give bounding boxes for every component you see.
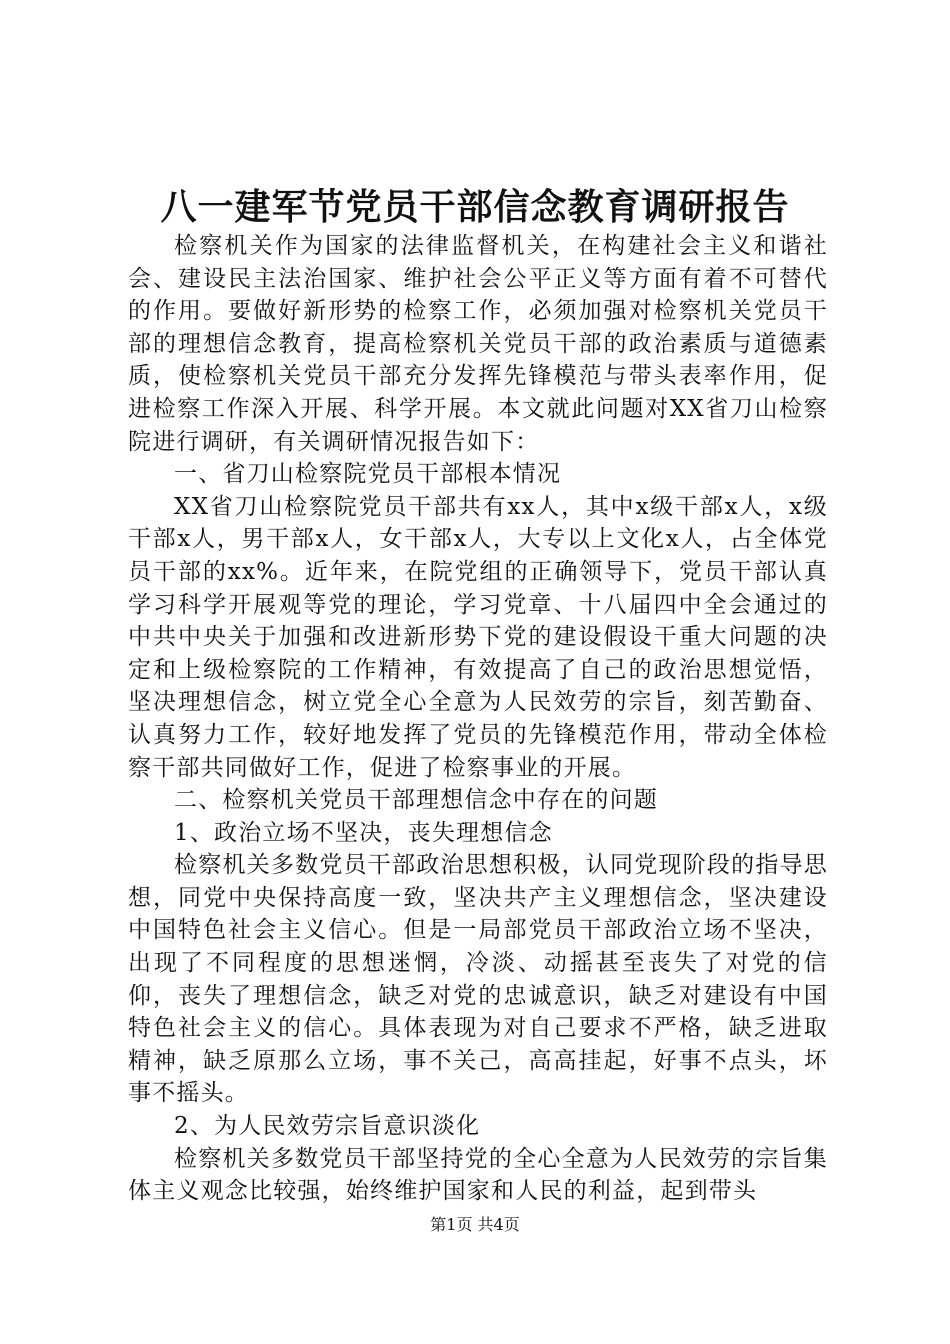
subsection-heading-1: 1、政治立场不坚决，丧失理想信念 — [174, 819, 553, 846]
paragraph-intro: 检察机关作为国家的法律监督机关，在构建社会主义和谐社会、建设民主法治国家、维护社会公平正义等方面有着不可替代的作用。要做好新形势的检察工作，必须加强对检察机关党员干部的理想信念教育，提高检察机关党员干部的政治素质与道德素质，使检察机关党员干部充分发挥先锋模范与带头表率作用，促进检察工作深入开展、科学开展。本文就此问题对XX省刀山检察院进行调研，有关调研情况报告如下： — [128, 233, 828, 455]
document-body — [128, 230, 828, 1208]
paragraph-service-purpose: 检察机关多数党员干部坚持党的全心全意为人民效劳的宗旨集体主义观念比较强，始终维护国家和人民的利益，起到带头 — [128, 1145, 828, 1205]
paragraph-political-stance: 检察机关多数党员干部政治思想积极，认同党现阶段的指导思想，同党中央保持高度一致，坚决共产主义理想信念，坚决建设中国特色社会主义信心。但是一局部党员干部政治立场不坚决，出现了不同程度的思想迷惘，冷淡、动摇甚至丧失了对党的信仰，丧失了理想信念，缺乏对党的忠诚意识，缺乏对建设有中国特色社会主义的信心。具体表现为对自己要求不严格，缺乏进取精神，缺乏原那么立场，事不关己，高高挂起，好事不点头，坏事不摇头。 — [128, 852, 828, 1107]
subsection-heading-2: 2、为人民效劳宗旨意识淡化 — [174, 1113, 481, 1140]
section-heading-1: 一、省刀山检察院党员干部根本情况 — [174, 461, 562, 488]
paragraph-basic-situation: XX省刀山检察院党员干部共有xx人，其中x级干部x人，x级干部x人，男干部x人，女干部x人，大专以上文化x人，占全体党员干部的xx%。近年来，在院党组的正确领导下，党员干部认真学习科学开展观等党的理论，学习党章、十八届四中全会通过的中共中央关于加强和改进新形势下党的建设假设干重大问题的决定和上级检察院的工作精神，有效提高了自己的政治思想觉悟，坚决理想信念，树立党全心全意为人民效劳的宗旨，刻苦勤奋、认真努力工作，较好地发挥了党员的先锋模范作用，带动全体检察干部共同做好工作，促进了检察事业的开展。 — [128, 493, 828, 781]
page-footer: 第1页 共4页 — [430, 1215, 520, 1234]
section-heading-2: 二、检察机关党员干部理想信念中存在的问题 — [174, 787, 658, 814]
document-title: 八一建军节党员干部信念教育调研报告 — [160, 186, 790, 228]
